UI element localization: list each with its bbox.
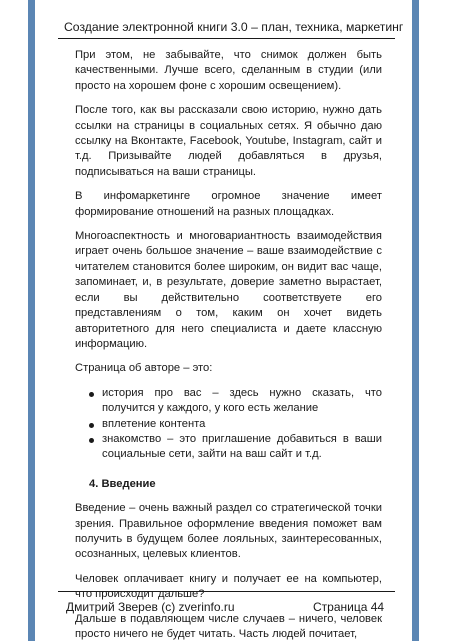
bullet-icon: [89, 392, 94, 397]
right-margin-bar: [412, 0, 419, 641]
left-margin-bar: [28, 0, 35, 641]
footer-author: Дмитрий Зверев (c) zverinfo.ru: [66, 600, 235, 614]
header-divider: [58, 38, 395, 39]
list-item-text: история про вас – здесь нужно сказать, что получится у каждого, у кого есть желание: [102, 386, 382, 415]
footer-divider: [58, 591, 395, 592]
list-item-text: вплетение контента: [102, 417, 206, 430]
list-intro: Страница об авторе – это:: [75, 362, 213, 375]
page-header-title: Создание электронной книги 3.0 – план, техника, маркетинг: [64, 20, 404, 34]
paragraph: Введение – очень важный раздел со стратегической точки зрения. Правильное оформление введения поможет вам получить в будущем более лояльных, заинтересованных, осознанных, целевых клиентов.: [75, 502, 382, 561]
list-item: [75, 417, 382, 432]
page-number: Страница 44: [313, 600, 385, 614]
paragraph: После того, как вы рассказали свою историю, нужно дать ссылки на страницы в социальных сетях. Я обычно даю ссылку на Вконтакте, Facebook, Youtube, Instagram, сайт и т.д. Призывайте людей добавляться в друзья, подписываться на ваши страницы.: [75, 104, 382, 178]
bullet-icon: [89, 438, 94, 443]
paragraph: Многоаспектность и многовариантность взаимодействия играет очень большое значение – ваше взаимодействие с читателем становится более широким, он видит вас чаще, запоминает, и, в результате, доверие заметно вырастает, если вы действительно соответствуете его представлениям о том, каким он хочет видеть авторитетного для него специалиста и даете классную информацию.: [75, 230, 382, 350]
section-heading: 4. Введение: [89, 477, 156, 490]
paragraph: Человек оплачивает книгу и получает ее на компьютер, что происходит дальше?: [75, 572, 382, 601]
list-item: [75, 432, 382, 463]
bullet-icon: [89, 423, 94, 428]
list-item-text: знакомство – это приглашение добавиться в ваши социальные сети, зайти на ваш сайт и т.д.: [102, 432, 382, 461]
paragraph: Дальше в подавляющем числе случаев – ничего, человек просто ничего не будет читать. Часть людей почитает,: [75, 612, 382, 640]
paragraph: В инфомаркетинге огромное значение имеет формирование отношений на разных площадках.: [75, 190, 382, 218]
list-item: [75, 386, 382, 417]
paragraph: При этом, не забывайте, что снимок должен быть качественными. Лучше всего, сделанным в студии (или просто на хорошем фоне с хорошим освещением).: [75, 49, 382, 92]
bullet-list: [75, 386, 382, 463]
